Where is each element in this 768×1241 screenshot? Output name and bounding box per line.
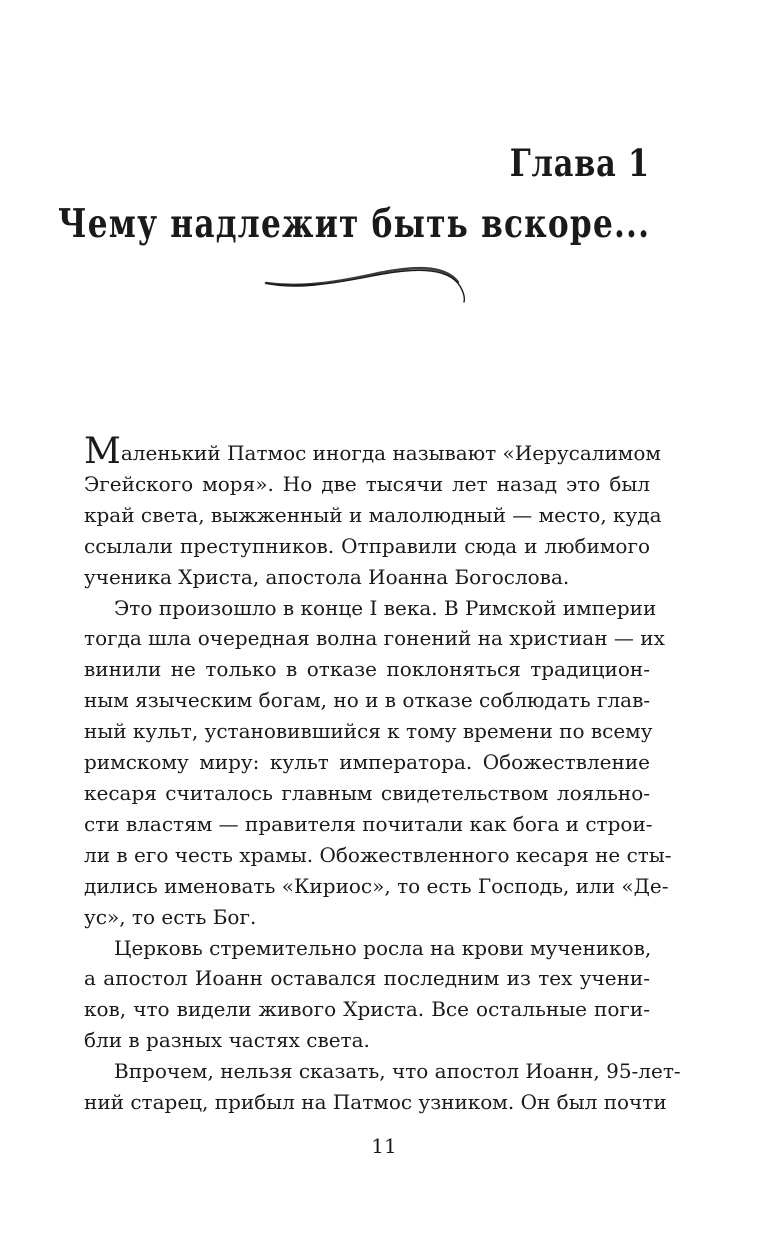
drop-cap: М [84,431,121,472]
text-line: винили не только в отказе поклоняться традицион- [84,657,650,682]
chapter-title: Чему надлежит быть вскоре... [57,201,650,247]
text-line: ссылали преступников. Отправили сюда и любимого [84,533,650,558]
page-number: 11 [371,1134,397,1158]
text-line: тогда шла очередная волна гонений на христиан — их [84,626,665,651]
text-line: кесаря считалось главным свидетельством лояльно- [84,780,650,805]
text-line: край света, выжженный и малолюдный — место, куда [84,502,662,527]
text-line: бли в разных частях света. [84,1028,370,1053]
text-line: Это произошло в конце I века. В Римской империи [114,595,657,620]
text-line: ным языческим богам, но и в отказе соблюдать глав- [84,688,651,713]
chapter-label: Глава 1 [509,141,650,185]
text-line: ный культ, установившийся к тому времени по всему [84,719,653,744]
text-line: Маленький Патмос иногда называют «Иерусалимом [84,431,661,472]
text-line: дились именовать «Кириос», то есть Господь, или «Де- [84,873,669,898]
text-line: ли в его честь храмы. Обожествленного кесаря не сты- [84,842,672,867]
text-line: а апостол Иоанн оставался последним из тех учени- [84,966,650,991]
body-text [84,431,681,1118]
text-line: Церковь стремительно росла на крови мучеников, [114,935,652,960]
paragraph-1 [84,431,662,593]
text-line: ус», то есть Бог. [84,904,257,929]
text-line: Эгейского моря». Но две тысячи лет назад это был [84,471,650,496]
text-line: ученика Христа, апостола Иоанна Богослова. [84,564,570,589]
paragraph-4 [84,1056,681,1118]
paragraph-3 [84,933,650,1057]
text-line: сти властям — правителя почитали как бога и строи- [84,811,653,836]
text-line: Впрочем, нельзя сказать, что апостол Иоанн, 95-лет- [114,1059,681,1084]
text-line: ний старец, прибыл на Патмос узником. Он был почти [84,1090,667,1115]
text-line: ков, что видели живого Христа. Все остальные поги- [84,997,650,1022]
paragraph-2 [84,593,672,933]
ornament-swash-icon [262,262,472,308]
text-line: римскому миру: культ императора. Обожествление [84,750,650,775]
